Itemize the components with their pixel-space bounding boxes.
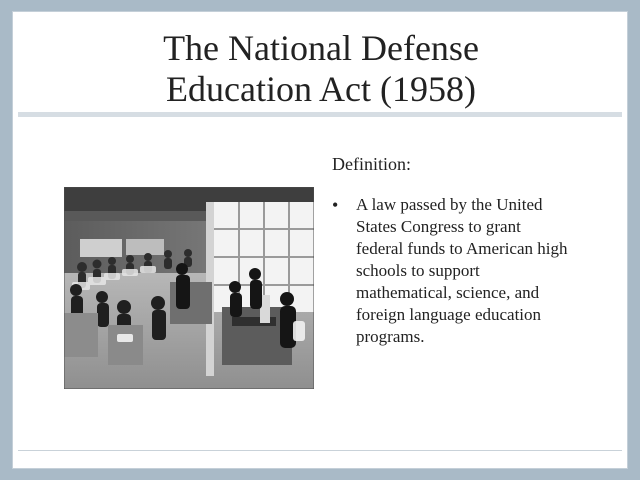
classroom-photo: [64, 187, 314, 389]
title-line-2: Education Act (1958): [166, 69, 476, 109]
bullet-icon: •: [332, 195, 339, 215]
definition-text: A law passed by the United States Congress to grant federal funds to American high schools to support mathematical, science, and foreign language education programs.: [356, 195, 568, 346]
classroom-photo-graphic: [64, 187, 314, 389]
slide: [12, 11, 628, 469]
title-divider: [18, 112, 622, 117]
title-line-1: The National Defense: [163, 28, 479, 68]
definition-label: Definition:: [332, 154, 411, 174]
slide-title: [13, 28, 629, 110]
footer-divider: [18, 450, 622, 451]
